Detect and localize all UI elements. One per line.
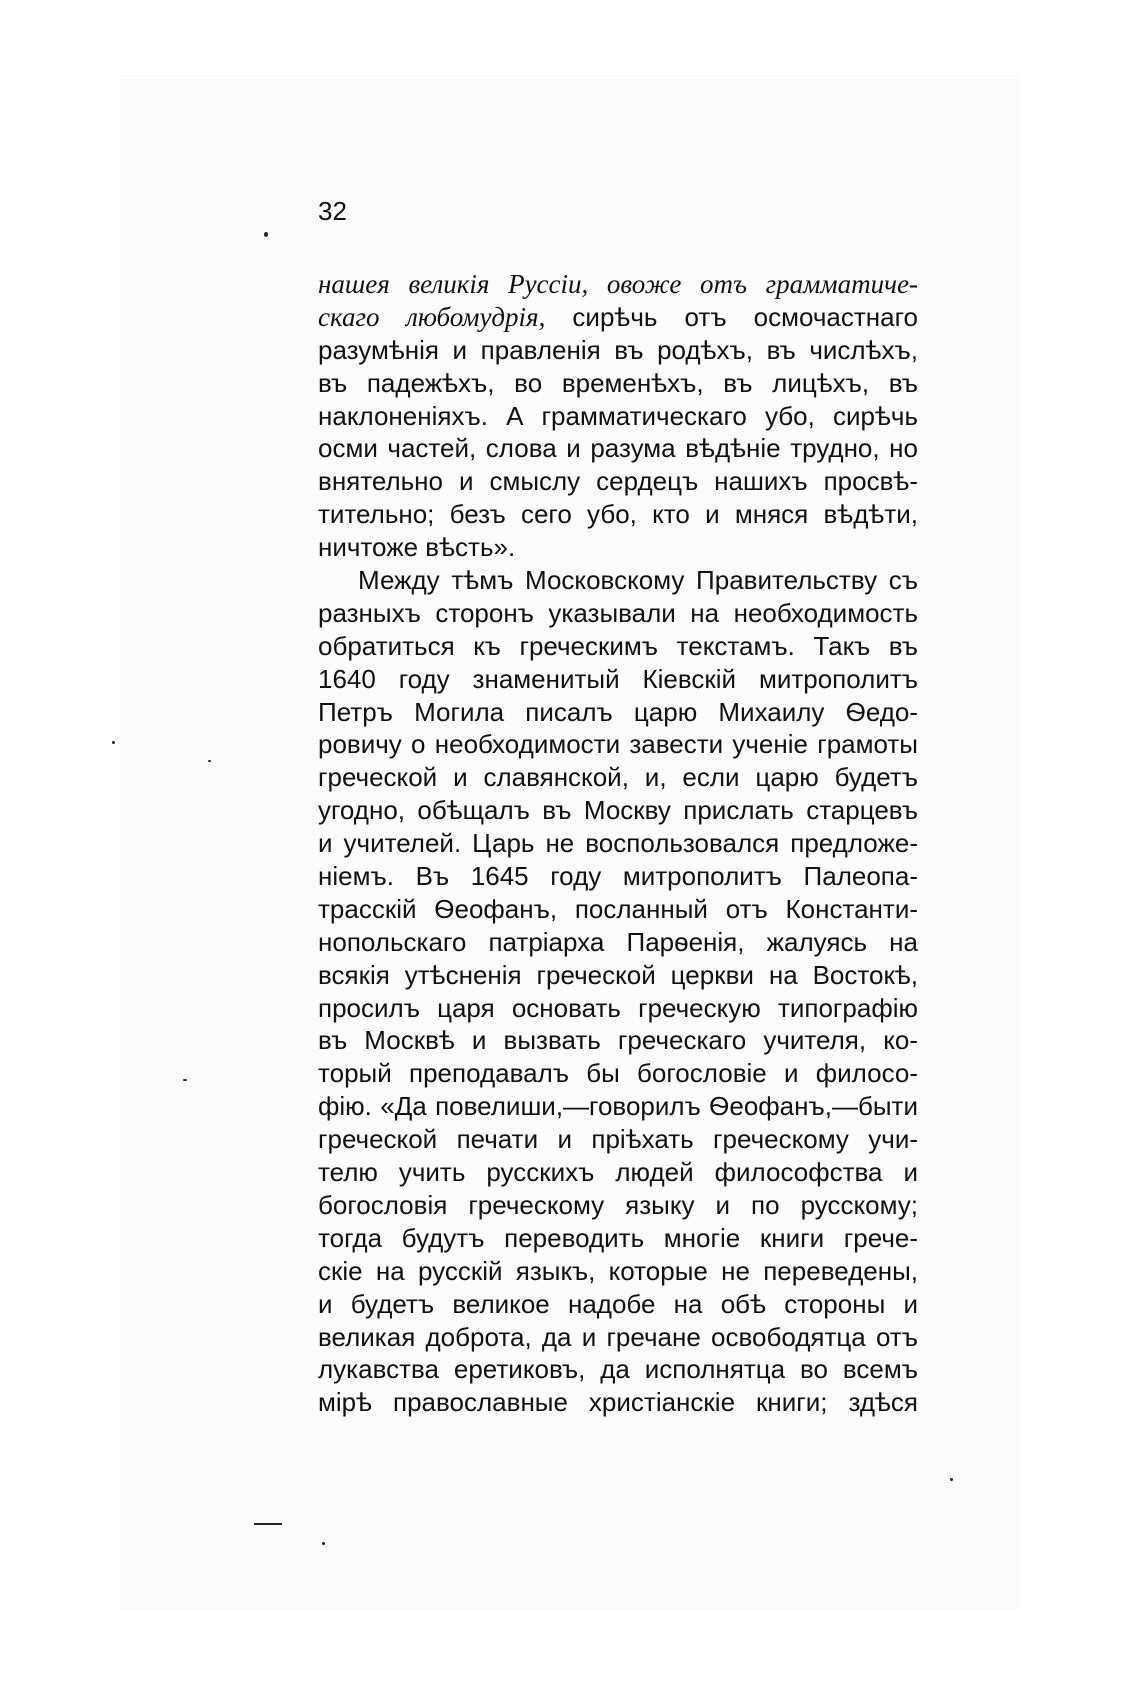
text-line [318, 663, 918, 696]
line-text: ничтоже вѣсть». [318, 532, 516, 563]
line-text: ніемъ. Въ 1645 году митрополитъ Палеопа- [318, 861, 918, 892]
scan-speck [183, 1079, 187, 1081]
text-line [318, 1321, 918, 1354]
line-text: греческой и славянской, и, если царю будетъ [318, 762, 918, 793]
line-text: въ Москвѣ и вызвать греческаго учителя, ко- [318, 1025, 918, 1056]
text-line [318, 432, 918, 465]
scan-speck [322, 1542, 325, 1545]
line-text: угодно, обѣщалъ въ Москву прислать старцевъ [318, 795, 918, 826]
text-line [318, 498, 918, 531]
text-line [318, 1288, 918, 1321]
text-line [318, 465, 918, 498]
line-text: великая доброта, да и гречане освободятца отъ [318, 1321, 918, 1352]
body-text [318, 268, 918, 1419]
italic-quote-text: нашея великія Руссіи, овоже отъ грамматиче- [318, 269, 918, 299]
line-text: тительно; безъ сего убо, кто и мняся вѣдѣти, [318, 499, 918, 530]
scan-speck [112, 741, 115, 744]
line-text: наклоненіяхъ. А грамматическаго убо, сирѣчь [318, 400, 918, 431]
text-line [318, 1057, 918, 1090]
line-text: трасскій Ѳеофанъ, посланный отъ Константи- [318, 893, 918, 924]
line-text: фію. «Да повелиши,—говорилъ Ѳеофанъ,—быти [318, 1091, 918, 1122]
line-text: телю учить русскихъ людей философства и [318, 1157, 918, 1188]
text-line [318, 761, 918, 794]
text-line [318, 728, 918, 761]
line-text: нопольскаго патріарха Парѳенія, жалуясь на [318, 926, 918, 957]
scan-speck [264, 232, 268, 237]
text-line [318, 1090, 918, 1123]
text-line [318, 400, 918, 433]
text-line [318, 992, 918, 1025]
line-text: мірѣ православные христіанскіе книги; здѣся [318, 1387, 918, 1418]
line-text: и учителей. Царь не воспользовался предложе- [318, 828, 918, 859]
text-line [318, 1255, 918, 1288]
text-line [318, 696, 918, 729]
line-text: обратиться къ греческимъ текстамъ. Такъ въ [318, 630, 918, 661]
scan-speck [950, 1478, 953, 1481]
text-line [318, 301, 918, 334]
text-line [318, 1353, 918, 1386]
text-line [318, 1024, 918, 1057]
italic-quote-text: скаго любомудрія, [318, 301, 546, 332]
text-line [318, 334, 918, 367]
text-line [318, 860, 918, 893]
text-line [318, 959, 918, 992]
line-text: греческой печати и пріѣхать греческому учи- [318, 1124, 918, 1155]
line-text: ровичу о необходимости завести ученіе грамоты [318, 729, 918, 760]
text-line [318, 597, 918, 630]
line-text: скіе на русскій языкъ, которые не переведены, [318, 1255, 918, 1286]
text-line [318, 893, 918, 926]
text-line [318, 926, 918, 959]
line-text: осми частей, слова и разума вѣдѣніе трудно, но [318, 433, 918, 464]
line-text: Петръ Могила писалъ царю Михаилу Ѳедо- [318, 696, 918, 727]
line-text: просилъ царя основать греческую типографію [318, 992, 918, 1023]
line-text: сирѣчь отъ осмочастнаго [545, 301, 918, 332]
text-line [318, 630, 918, 663]
text-line [318, 1386, 918, 1419]
line-text: и будетъ великое надобе на обѣ стороны и [318, 1288, 918, 1319]
line-text: разумѣнія и правленія въ родѣхъ, въ числѣхъ, [318, 334, 918, 365]
line-text: 1640 году знаменитый Кіевскій митрополитъ [318, 663, 918, 694]
scan-dash-mark [254, 1523, 282, 1525]
line-text: въ падежѣхъ, во временѣхъ, въ лицѣхъ, въ [318, 367, 918, 398]
line-text: торый преподавалъ бы богословіе и филосо- [318, 1058, 918, 1089]
text-line [318, 827, 918, 860]
text-line [318, 268, 918, 301]
text-line [318, 564, 918, 597]
text-line [318, 367, 918, 400]
line-text: тогда будутъ переводить многіе книги грече- [318, 1222, 918, 1253]
text-line [318, 1222, 918, 1255]
line-text: Между тѣмъ Московскому Правительству съ [358, 565, 918, 596]
line-text: внятельно и смыслу сердецъ нашихъ просвѣ- [318, 466, 918, 497]
text-line [318, 1189, 918, 1222]
line-text: всякія утѣсненія греческой церкви на Востокѣ, [318, 959, 918, 990]
text-line [318, 1156, 918, 1189]
text-line [318, 531, 918, 564]
line-text: разныхъ сторонъ указывали на необходимость [318, 597, 918, 628]
text-line [318, 1123, 918, 1156]
line-text: лукавства еретиковъ, да исполнятца во всемъ [318, 1354, 918, 1385]
scan-speck [208, 760, 211, 762]
text-line [318, 794, 918, 827]
page-number: 32 [318, 196, 347, 226]
line-text: богословія греческому языку и по русскому; [318, 1189, 918, 1220]
